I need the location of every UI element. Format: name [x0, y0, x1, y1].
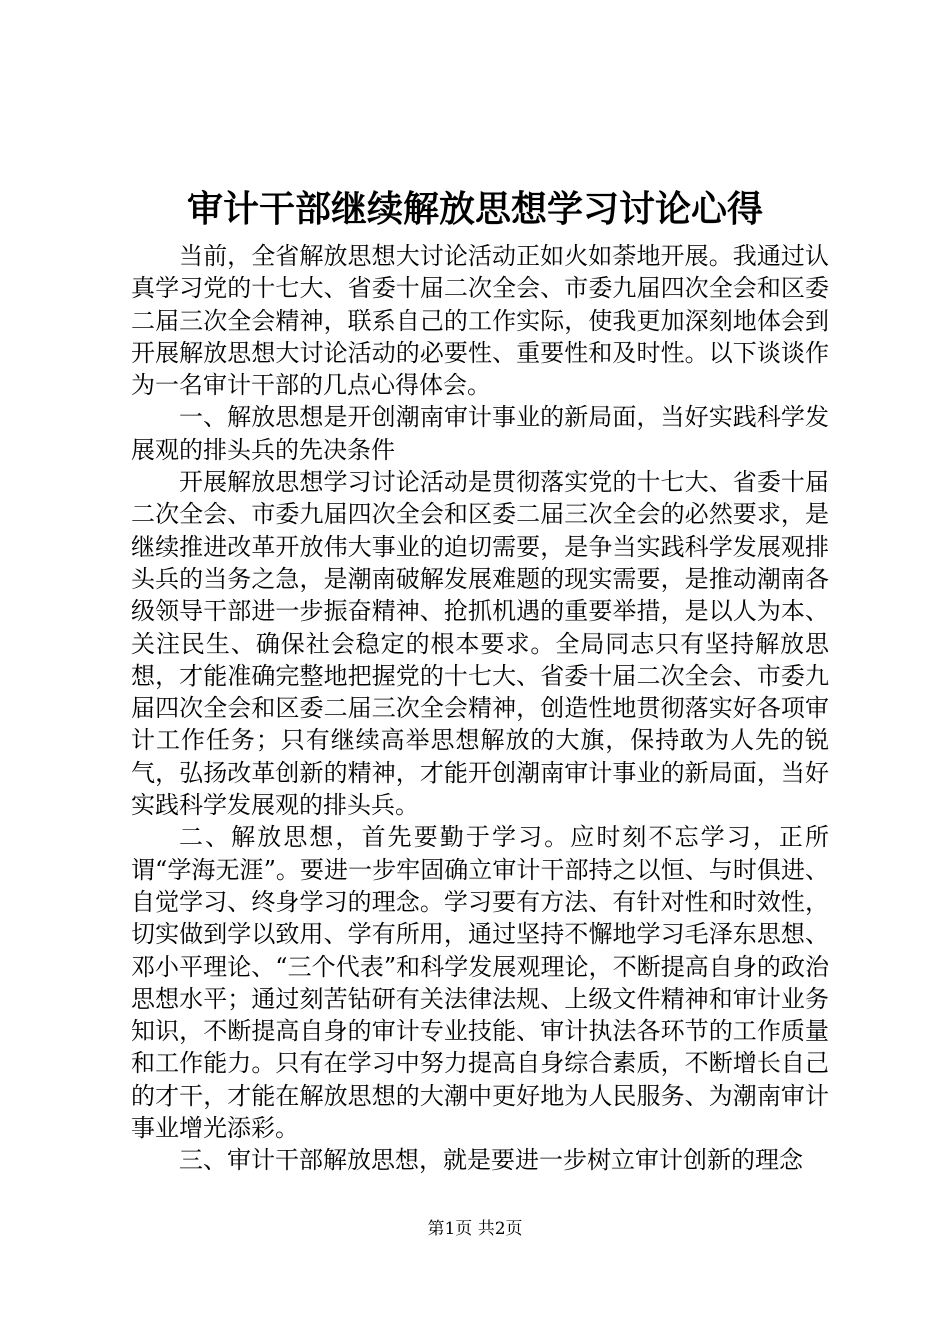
document-body	[131, 240, 829, 1177]
page-number: 第1页 共2页	[427, 1219, 523, 1239]
paragraph-section-1: 开展解放思想学习讨论活动是贯彻落实党的十七大、省委十届二次全会、市委九届四次全会和区委二届三次全会的必然要求，是继续推进改革开放伟大事业的迫切需要，是争当实践科学发展观排头兵的当务之急，是潮南破解发展难题的现实需要，是推动潮南各级领导干部进一步振奋精神、抢抓机遇的重要举措，是以人为本、关注民生、确保社会稳定的根本要求。全局同志只有坚持解放思想，才能准确完整地把握党的十七大、省委十届二次全会、市委九届四次全会和区委二届三次全会精神，创造性地贯彻落实好各项审计工作任务；只有继续高举思想解放的大旗，保持敢为人先的锐气，弘扬改革创新的精神，才能开创潮南审计事业的新局面，当好实践科学发展观的排头兵。	[131, 468, 829, 820]
paragraph-heading-3: 三、审计干部解放思想，就是要进一步树立审计创新的理念	[179, 1146, 803, 1175]
paragraph-heading-1: 一、解放思想是开创潮南审计事业的新局面，当好实践科学发展观的排头兵的先决条件	[131, 403, 829, 464]
document-title: 审计干部继续解放思想学习讨论心得	[186, 188, 763, 230]
paragraph-intro: 当前，全省解放思想大讨论活动正如火如荼地开展。我通过认真学习党的十七大、省委十届二次全会、市委九届四次全会和区委二届三次全会精神，联系自己的工作实际，使我更加深刻地体会到开展解放思想大讨论活动的必要性、重要性和及时性。以下谈谈作为一名审计干部的几点心得体会。	[131, 242, 829, 400]
paragraph-section-2: 二、解放思想，首先要勤于学习。应时刻不忘学习，正所谓“学海无涯”。要进一步牢固确立审计干部持之以恒、与时俱进、自觉学习、终身学习的理念。学习要有方法、有针对性和时效性，切实做到学以致用、学有所用，通过坚持不懈地学习毛泽东思想、邓小平理论、“三个代表”和科学发展观理论，不断提高自身的政治思想水平；通过刻苦钻研有关法律法规、上级文件精神和审计业务知识，不断提高自身的审计专业技能、审计执法各环节的工作质量和工作能力。只有在学习中努力提高自身综合素质，不断增长自己的才干，才能在解放思想的大潮中更好地为人民服务、为潮南审计事业增光添彩。	[131, 823, 829, 1143]
